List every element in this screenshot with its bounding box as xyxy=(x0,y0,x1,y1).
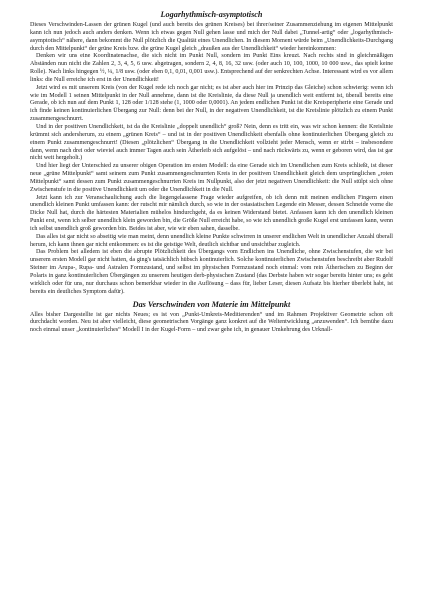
paragraph-5: Und hier liegt der Unterschied zu unserer obigen Operation im ersten Modell: da eine Gerade sich im Unendlichen zum Kreis schließt, ist dieser neue „grüne Mittelpunkt“ samt seinem zum Punkt zusammengeschnurrten Kreis in der positiven Unendlichkeit gleich dem ursprünglichen „roten Mittelpunkt“ samt dessen zum Punkt zusammengeschnurrten Kreis im Nullpunkt, also der jetzt negativen Unendlichkeit: die Null stülpt sich ohne Zwischenstufe in die positive Unendlichkeit um oder die Unendlichkeit in die Null. xyxy=(30,163,393,193)
heading-verschwinden-materie: Das Verschwinden von Materie im Mittelpunkt xyxy=(132,299,291,309)
paragraph-7: Das alles ist gar nicht so abseitig wie man meint, denn unendlich kleine Punkte schwirren in unserer endlichen Welt in unendlicher Anzahl überall herum, ich kann ihnen gar nicht entkommen: es ist die geistige Welt, deutlich sichtbar und unsichtbar zugleich. xyxy=(30,233,393,248)
paragraph-9: Alles bisher Dargestellte ist gar nichts Neues; es ist von „Punkt-Umkreis-Meditierenden“ und im Rahmen Projektiver Geometrie schon oft durchdacht worden. Neu ist aber vielleicht, diese geometrischen Vorgänge ganz konkret auf die Weltentwicklung „anzuwenden“. Ich bemühe dazu noch einmal unser „kontinuierliches“ Modell I in der Kugel-Form – und zwar gehe ich, in genauer Umkehrung des Urknall- xyxy=(30,311,393,334)
paragraph-6: Jetzt kann ich zur Veranschaulichung auch die liegengelassene Frage wieder aufgreifen, ob ich denn mit meinen endlichen Fingern einen unendlich kleinen Punkt umfassen kann: der rutscht mir nämlich durch, so wie in der ostasiatischen Legende ein Messer, dessen Schneide vorne die Dicke Null hat, durch die härtesten Materialien mühelos hindurchgeht, da es keinen Widerstand bietet. Anfassen kann ich den unendlich kleinen Punkt erst, wenn ich selber unendlich klein geworden bin, die Größe Null erreicht habe, so wie ich unendlich große Kugel erst umfassen kann, wenn ich selbst unendlich groß geworden bin. Beides ist aber, wie wir eben sahen, dasselbe. xyxy=(30,194,393,232)
paragraph-3: Jetzt wird es mit unserem Kreis (von der Kugel rede ich noch gar nicht; es ist aber auch hier im Prinzip das Gleiche) schon schwierig: wenn ich wie im Modell 1 seinen Mittelpunkt in der Null annehme, dann ist die Kreislinie, da diese Null ja unendlich weit entfernt ist, überall bereits eine Gerade, ob ich nun auf dem Punkt 1, 128 oder 1/128 stehe (1, 1000 oder 0,0001). An jedem endlichen Punkt ist die Kreisperipherie eine Gerade und ich finde keinen kontinuierlichen Übergang zur Null: denn bei der Null, in der negativen Unendlichkeit, ist die Kreislinie plötzlich zu einem Punkt zusammengeschnurrt. xyxy=(30,84,393,123)
paragraph-1: Dieses Verschwinden-Lassen der grünen Kugel (und auch bereits des grünen Kreises) bei ihrer/seiner Zusammenziehung im eigenen Mittelpunkt kann ich nun jedoch auch anders denken. Wenn ich etwas gegen Null gehen lasse und mich der Null dabei „Tunnel-artig“ oder „logarhythmisch-asymptotisch“ nähere, dann bekommt die Null plötzlich die Qualität eines Unendlichen. In diesem Moment würde beim „Unendlichkeits-Durchgang durch den Mittelpunkt“ der grüne Kreis bzw. die grüne Kugel gleich „draußen aus der Unendlichkeit“ wieder hereinkommen: xyxy=(30,22,393,52)
paragraph-2: Denken wir uns eine Koordinatenachse, die sich nicht im Punkt Null, sondern im Punkt Eins kreuzt. Nach rechts sind in gleichmäßigen Abständen nun nicht die Zahlen 2, 3, 4, 5, 6 usw. abgetragen, sondern 2, 4, 8, 16, 32 usw. (oder auch 10, 100, 1000, 10 000 usw., das spielt keine Rolle). Nach links hingegen ½, ¼, 1/8 usw. (oder eben 0,1, 0,01, 0,001 usw.). Entsprechend auf der senkrechten Achse. Interessant wird es vor allem links: die Null erreiche ich erst in der Unendlichkeit! xyxy=(30,53,393,83)
heading-logarhythmisch: Logarhythmisch-asymptotisch xyxy=(160,10,263,19)
paragraph-8: Das Problem bei alledem ist eben die abrupte Plötzlichkeit des Übergangs vom Endlichen ins Unendliche, ohne Zwischenstufen, die wir bei unserem ersten Modell gar nicht hatten, da ging's tatsächlich hübsch kontinuierlich. Solche kontinuierlichen Zwischenstufen beschreibt aber Rudolf Steiner im Arupa-, Rupa- und Astralen Formzustand, und selbst im physischen Formzustand noch einmal: vom rein Ätherischen zu Beginn der Polaris in ganz kontinuierlichen Übergängen zu unserem heutigen derb-physischen Zustand (das Derbste haben wir sogar bereits hinter uns; es geht wirklich oder für uns, nur durchaus schon bemerkbar wieder in die Auflösung – dass für, lieber Leser, diesen Aufsatz bis hierher überlebt habt, ist bereits ein deutliches Symptom dafür). xyxy=(30,249,393,295)
paragraph-4: Und in der positiven Unendlichkeit, ist da die Kreislinie „doppelt unendlich“ groß? Nein, denn es tritt ein, was wir schon kennen: die Kreislinie krümmt sich andersherum, zu einem „grünen Kreis“ – und ist in der positiven Unendlichkeit ebenfalls ohne kontinuierlichen Übergang gleich zu einem Punkt zusammengeschnurrt! (Diesen „plötzlichen“ Übergang in die Unendlichkeit vollzieht jeder Mensch, wenn er stirbt – insbesondere dann, wenn nach drei oder wieviel auch immer Tagen auch sein Ätherleib sich aufgelöst – und nach rückwärts zu, wenn er geboren wird, das ist gar nicht weit hergeholt.) xyxy=(30,123,393,162)
